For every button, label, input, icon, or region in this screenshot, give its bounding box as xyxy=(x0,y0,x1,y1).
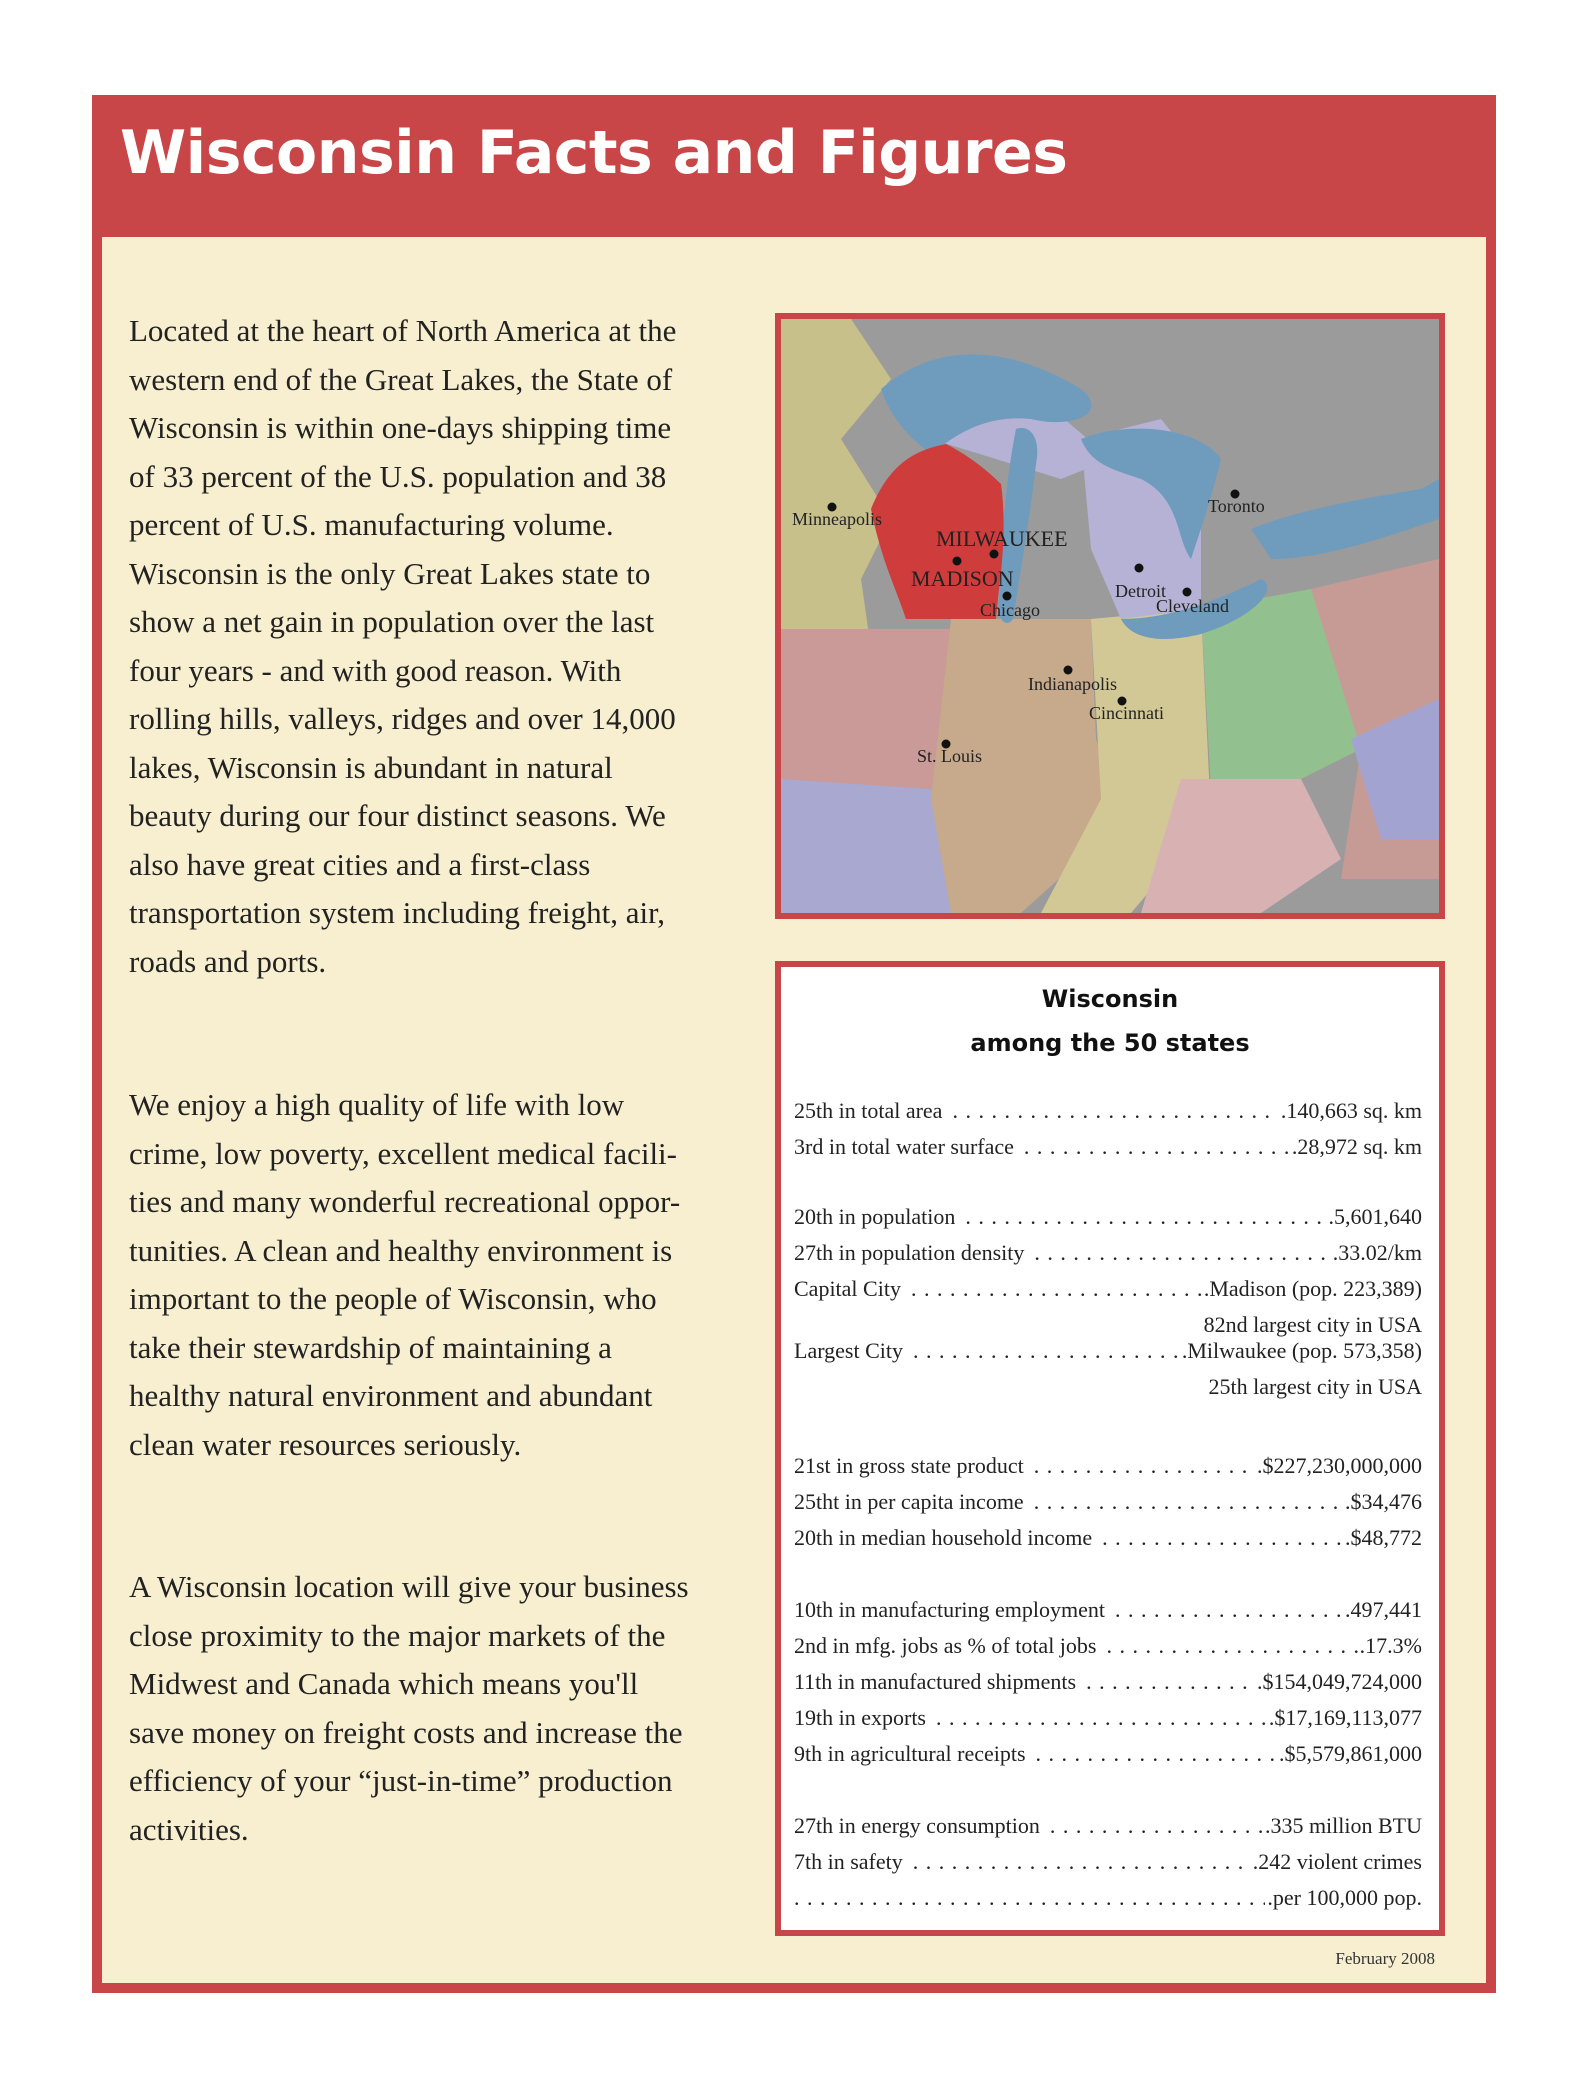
page-title: Wisconsin Facts and Figures xyxy=(120,118,1068,188)
label-madison: MADISON xyxy=(911,566,1014,591)
stat-row xyxy=(794,1885,1422,1919)
stat-row xyxy=(794,1705,1422,1739)
stat-row xyxy=(794,1597,1422,1631)
text-line: rolling hills, valleys, ridges and over 14,000 xyxy=(129,701,676,736)
intro-paragraph xyxy=(129,307,761,986)
label-chicago: Chicago xyxy=(980,600,1040,620)
stat-value: .$17,169,113,077 xyxy=(1268,1705,1422,1730)
stats-panel-body xyxy=(781,967,1439,1930)
text-line: four years - and with good reason. With xyxy=(129,652,622,688)
text-line: Wisconsin is within one-days shipping time xyxy=(129,410,672,445)
leader-dots xyxy=(913,1338,1180,1364)
text-line: clean water resources seriously. xyxy=(129,1426,522,1462)
stat-row xyxy=(794,1134,1422,1168)
stat-label: 20th in population xyxy=(794,1204,956,1229)
label-minneapolis: Minneapolis xyxy=(792,509,882,529)
label-indianapolis: Indianapolis xyxy=(1028,674,1117,694)
stat-row xyxy=(794,1813,1422,1847)
leader-dots xyxy=(913,1849,1251,1875)
stat-label: 19th in exports xyxy=(794,1705,926,1730)
stat-label: 25th in total area xyxy=(794,1098,943,1123)
stat-row xyxy=(794,1338,1422,1372)
leader-dots xyxy=(1086,1669,1255,1695)
stat-label: 21st in gross state product xyxy=(794,1453,1024,1478)
leader-dots xyxy=(1050,1813,1263,1839)
stat-value: .140,663 sq. km xyxy=(1280,1098,1422,1123)
text-line: take their stewardship of maintaining a xyxy=(129,1329,612,1365)
text-line: close proximity to the major markets of the xyxy=(129,1617,666,1653)
stat-label: 9th in agricultural receipts xyxy=(794,1741,1026,1766)
leader-dots xyxy=(936,1705,1267,1731)
great-lakes-map xyxy=(775,313,1445,919)
quality-of-life-paragraph xyxy=(129,1081,761,1469)
stat-label: 27th in energy consumption xyxy=(794,1813,1040,1838)
label-milwaukee: MILWAUKEE xyxy=(936,526,1068,551)
stat-row xyxy=(794,1489,1422,1523)
stat-label: 20th in median household income xyxy=(794,1525,1093,1550)
text-line: percent of U.S. manufacturing volume. xyxy=(129,507,614,542)
leader-dots xyxy=(1034,1489,1343,1515)
leader-dots xyxy=(965,1204,1326,1230)
text-line: western end of the Great Lakes, the State of xyxy=(129,361,673,397)
text-line: show a net gain in population over the last xyxy=(129,604,655,639)
stat-value: .33.02/km xyxy=(1332,1240,1422,1265)
leader-dots xyxy=(1034,1240,1330,1266)
leader-dots xyxy=(952,1098,1278,1124)
stat-label: 11th in manufactured shipments xyxy=(794,1669,1077,1694)
stat-label: 3rd in total water surface xyxy=(794,1134,1014,1159)
text-line: A Wisconsin location will give your business xyxy=(129,1569,689,1604)
text-line: crime, low poverty, excellent medical facili- xyxy=(129,1135,677,1171)
text-line: of 33 percent of the U.S. population and 38 xyxy=(129,458,667,494)
stat-value: .335 million BTU xyxy=(1264,1813,1422,1838)
stat-label: 7th in safety xyxy=(794,1849,903,1874)
label-cincinnati: Cincinnati xyxy=(1089,703,1164,723)
map-image xyxy=(781,319,1439,913)
stats-title-line: Wisconsin xyxy=(1041,985,1179,1013)
stat-row xyxy=(794,1240,1422,1274)
stat-label: Capital City xyxy=(794,1276,901,1301)
stat-label: 25tht in per capita income xyxy=(794,1489,1024,1514)
stat-row xyxy=(794,1276,1422,1310)
text-line: important to the people of Wisconsin, who xyxy=(129,1281,657,1316)
stat-value: .Milwaukee (pop. 573,358) xyxy=(1181,1338,1422,1363)
stat-label: 27th in population density xyxy=(794,1240,1025,1265)
stats-subtitle-line: among the 50 states xyxy=(970,1029,1250,1057)
stat-row xyxy=(794,1669,1422,1703)
business-location-paragraph xyxy=(129,1563,761,1854)
stat-value: .497,441 xyxy=(1345,1597,1422,1622)
text-line: efficiency of your “just-in-time” production xyxy=(129,1763,673,1798)
leader-dots xyxy=(1106,1633,1357,1659)
stat-label: 10th in manufacturing employment xyxy=(794,1597,1105,1622)
stat-value: .per 100,000 pop. xyxy=(1267,1885,1422,1910)
stats-panel xyxy=(775,961,1445,1936)
stat-value: .242 violent crimes xyxy=(1252,1849,1422,1874)
text-line: beauty during our four distinct seasons. We xyxy=(129,798,666,833)
stat-row xyxy=(794,1525,1422,1559)
text-line: ties and many wonderful recreational oppor- xyxy=(129,1184,681,1219)
text-line: roads and ports. xyxy=(129,943,327,979)
stat-label: 2nd in mfg. jobs as % of total jobs xyxy=(794,1633,1097,1658)
stat-value: .$154,049,724,000 xyxy=(1257,1669,1422,1694)
label-st-louis: St. Louis xyxy=(917,746,983,766)
text-line: save money on freight costs and increase the xyxy=(129,1714,683,1750)
text-line: Located at the heart of North America at the xyxy=(129,313,677,348)
stat-value: .Madison (pop. 223,389) xyxy=(1203,1276,1422,1301)
label-detroit: Detroit xyxy=(1115,581,1166,601)
text-line: transportation system including freight, air, xyxy=(129,895,665,930)
stat-value: .$227,230,000,000 xyxy=(1257,1453,1422,1478)
largest-rank-note: 25th largest city in USA xyxy=(1208,1374,1422,1399)
stat-value: .5,601,640 xyxy=(1328,1204,1422,1229)
stat-value: .17.3% xyxy=(1359,1633,1422,1658)
leader-dots xyxy=(1036,1741,1277,1767)
capital-rank-note: 82nd largest city in USA xyxy=(1203,1312,1422,1337)
text-line: activities. xyxy=(129,1811,249,1847)
leader-dots xyxy=(1024,1134,1290,1160)
text-line: Midwest and Canada which means you'll xyxy=(129,1666,639,1701)
text-line: We enjoy a high quality of life with low xyxy=(129,1087,625,1122)
leader-dots xyxy=(1102,1525,1343,1551)
leader-dots xyxy=(1034,1453,1255,1479)
leader-dots xyxy=(911,1276,1202,1302)
stats-title xyxy=(781,977,1439,1065)
publication-date: February 2008 xyxy=(1335,1949,1435,1968)
leader-dots xyxy=(794,1885,1265,1911)
stat-label: Largest City xyxy=(794,1338,903,1363)
label-cleveland: Cleveland xyxy=(1156,596,1229,616)
stat-value: .$34,476 xyxy=(1345,1489,1422,1514)
text-line: healthy natural environment and abundant xyxy=(129,1378,653,1413)
stat-row xyxy=(794,1098,1422,1132)
stat-row xyxy=(794,1633,1422,1667)
stat-value: .$48,772 xyxy=(1345,1525,1422,1550)
text-line: tunities. A clean and healthy environment is xyxy=(129,1232,673,1268)
stat-row xyxy=(794,1849,1422,1883)
stat-value: .28,972 sq. km xyxy=(1291,1134,1422,1159)
leader-dots xyxy=(1115,1597,1343,1623)
text-line: also have great cities and a first-class xyxy=(129,846,591,882)
stat-value: .$5,579,861,000 xyxy=(1279,1741,1422,1766)
stat-row xyxy=(794,1453,1422,1487)
text-line: lakes, Wisconsin is abundant in natural xyxy=(129,749,613,785)
stat-row xyxy=(794,1741,1422,1775)
label-toronto: Toronto xyxy=(1208,496,1265,516)
text-line: Wisconsin is the only Great Lakes state to xyxy=(129,555,651,591)
stat-row xyxy=(794,1204,1422,1238)
